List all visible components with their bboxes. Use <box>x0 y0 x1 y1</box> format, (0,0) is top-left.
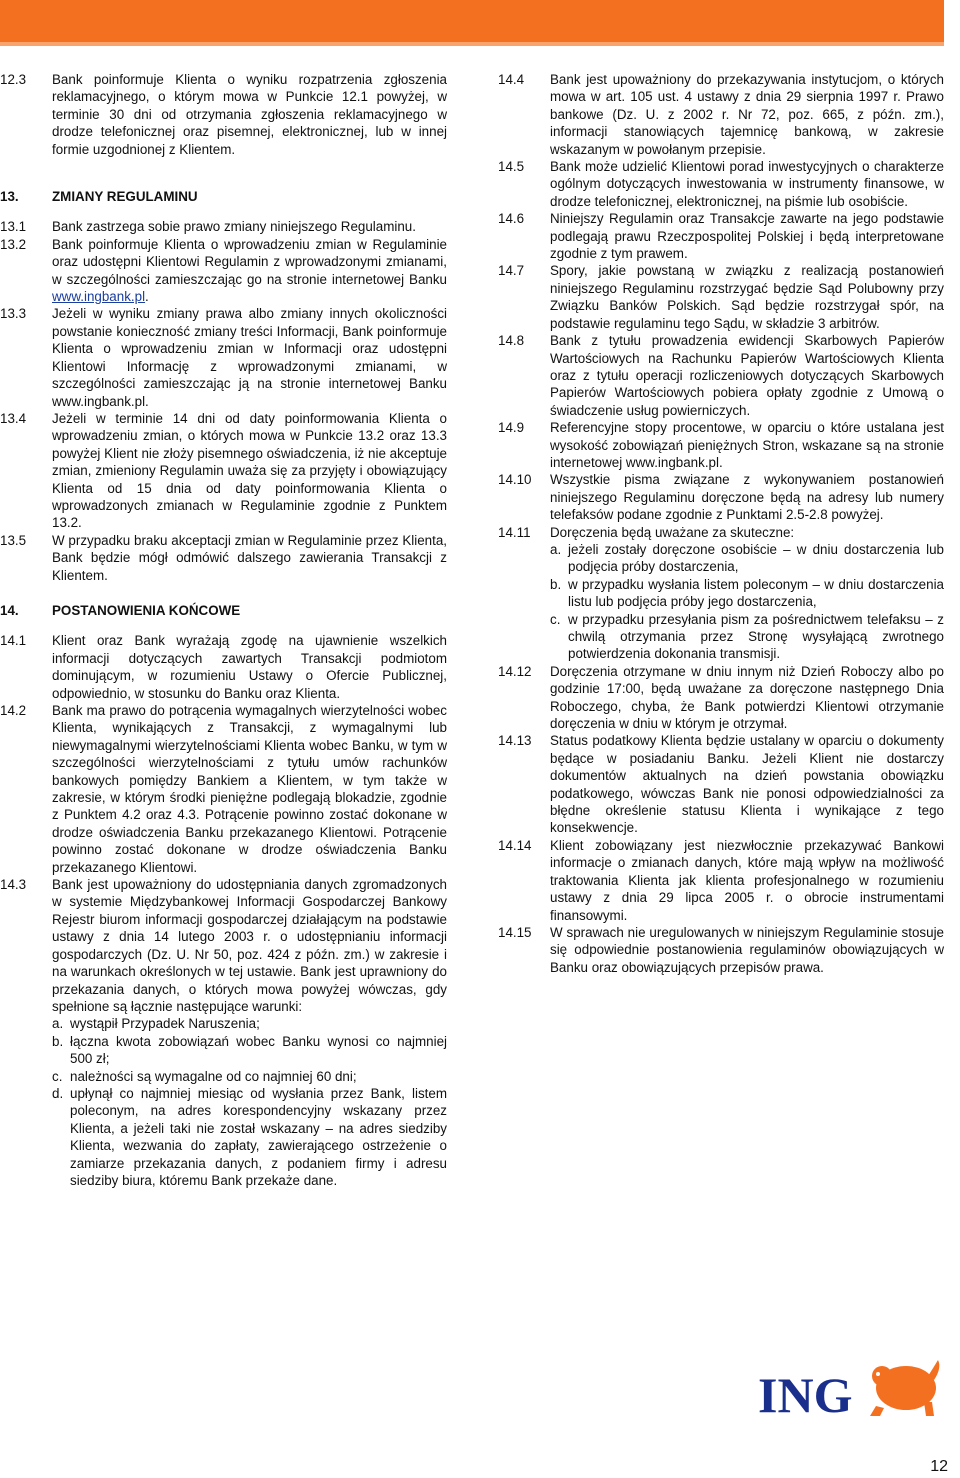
clause-text: Doręczenia otrzymane w dniu innym niż Dzień Roboczy albo po godzinie 17:00, będą uważane za doręczone następnego Dnia Roboczego, chyba, że Bank potwierdzi Klientowi otrzymanie doręczenia w dniu w którym je otrzymał. <box>550 663 944 732</box>
sub-letter: b. <box>52 1033 64 1049</box>
clause-text: Klient zobowiązany jest niezwłocznie przekazywać Bankowi informacje o zmianach danych, które mają wpływ na możliwość traktowania Klienta jak klienta profesjonalnego w rozumieniu ustawy z dnia 29 lipca 2005 r. o obrocie instrumentami finansowymi. <box>550 837 944 923</box>
clause-text: Bank jest upoważniony do przekazywania instytucjom, o których mowa w art. 105 ust. 4 ustawy z dnia 29 sierpnia 1997 r. Prawo bankowe (Dz. U. z 2002 r. Nr 72, poz. 665, z późn. zm.), informacji stanowiących tajemnicę bankową, w zakresie wskazanym w powołanym przepisie. <box>550 72 944 157</box>
sub-item <box>52 1085 447 1189</box>
clause-number: 13.5 <box>0 532 27 548</box>
clause-number: 12.3 <box>0 72 27 87</box>
sub-letter: a. <box>550 541 562 557</box>
clause-text: Referencyjne stopy procentowe, w oparciu o które ustalana jest wysokość zobowiązań pieniężnych Stron, wskazane są na stronie internetowej www.ingbank.pl. <box>550 420 944 470</box>
clause-text: Jeżeli w wyniku zmiany prawa albo zmiany innych okoliczności powstanie konieczność zmiany treści Informacji, Bank poinformuje Klienta o wprowadzeniu zmian w Informacji oraz udostępni Klientowi Informację z wprowadzonymi zmianami, w szczególności zamieszczając ją na stronie internetowej Banku www.ingbank.pl. <box>52 306 447 409</box>
sub-text: w przypadku przesyłania pism za pośrednictwem telefaksu – z chwilą otrzymania przez Stronę wysyłającą zwrotnego potwierdzenia dokonania transmisji. <box>568 611 944 662</box>
clause-12-3 <box>0 71 447 158</box>
clause-text: Spory, jakie powstaną w związku z realizacją postanowień niniejszego Regulaminu rozstrzygać będzie Sąd Polubowny przy Związku Banków Polskich. Sąd będzie rozstrzygał spór, na podstawie regulaminu tego Sądu, w składzie 3 arbitrów. <box>550 263 944 331</box>
bank-website-link[interactable]: www.ingbank.pl <box>52 289 146 305</box>
clause-number: 14.9 <box>498 420 525 436</box>
clause-14-6 <box>498 210 944 262</box>
clause-number: 14.1 <box>0 633 27 649</box>
clause-text: Bank może udzielić Klientowi porad inwestycyjnych o charakterze ogólnym dotyczących inwestowania w instrumenty finansowe, w drodze telefonicznej, elektronicznej, na piśmie lub osobiście. <box>550 159 944 209</box>
clause-text: Wszystkie pisma związane z wykonywaniem postanowień niniejszego Regulaminu doręczone będą na adresy lub numery telefaksów podane zgodnie z Punktami 2.5-2.8 powyżej. <box>550 472 944 523</box>
clause-number: 13.2 <box>0 236 27 252</box>
clause-14-1 <box>0 632 447 702</box>
clause-14-8 <box>498 332 944 419</box>
clause-number: 14.2 <box>0 703 27 718</box>
sub-item <box>550 541 944 576</box>
logo-text: ING <box>758 1367 853 1418</box>
header-bar <box>0 0 944 42</box>
section-number: 13. <box>0 189 19 205</box>
clause-number: 14.14 <box>498 837 532 853</box>
clause-body: Bank poinformuje Klienta o wprowadzeniu zmian w Regulaminie oraz udostępni Klientowi Regulamin z wprowadzonymi zmianami, w szczególności zamieszczając go na stronie internetowej Banku <box>52 236 447 287</box>
clause-14-5 <box>498 158 944 210</box>
clause-text: W sprawach nie uregulowanych w niniejszym Regulaminie stosuje się odpowiednie postanowienia regulaminów obowiązujących w Banku oraz obowiązujących przepisów prawa. <box>550 924 944 975</box>
clause-number: 14.12 <box>498 663 532 679</box>
clause-text: Status podatkowy Klienta będzie ustalany w oparciu o dokumenty będące w posiadaniu Banku. Jeżeli Klient nie dostarczy dokumentów aktualnych na dzień powstania obowiązku podatkowego, wówczas Bank nie ponosi odpowiedzialności za błędne określenie statusu Klienta i wynikające z tego konsekwencje. <box>550 733 944 836</box>
clause-14-4 <box>498 71 944 158</box>
lion-eye-icon <box>876 1372 880 1376</box>
clause-tail: . <box>145 289 149 305</box>
clause-text: Niniejszy Regulamin oraz Transakcje zawarte na jego podstawie podlegają prawu Rzeczpospolitej Polskiej i będą interpretowane zgodnie z tym prawem. <box>550 211 944 262</box>
sub-letter: b. <box>550 576 562 592</box>
section-title: ZMIANY REGULAMINU <box>52 189 198 205</box>
section-13-heading <box>0 188 447 205</box>
clause-14-3 <box>0 876 447 1189</box>
clause-text: Bank poinformuje Klienta o wyniku rozpatrzenia zgłoszenia reklamacyjnego, o którym mowa w Punkcie 12.1 powyżej, w terminie 30 dni od otrzymania zgłoszenia reklamacyjnego w drodze telefonicznej oraz pisemnej, elektronicznej, lub w innej formie uzgodnionej z Klientem. <box>52 72 447 157</box>
clause-14-7 <box>498 262 944 332</box>
clause-number: 14.10 <box>498 472 532 488</box>
sub-text: łączna kwota zobowiązań wobec Banku wynosi co najmniej 500 zł; <box>70 1033 447 1067</box>
clause-14-11 <box>498 524 944 663</box>
section-number: 14. <box>0 602 19 618</box>
clause-text: W przypadku braku akceptacji zmian w Regulaminie przez Klienta, Bank będzie mógł odmówić dalszego zawierania Transakcji z Klientem. <box>52 532 447 583</box>
clause-14-15 <box>498 924 944 976</box>
sub-item <box>52 1015 447 1032</box>
clause-number: 14.5 <box>498 159 525 175</box>
clause-number: 14.7 <box>498 263 525 279</box>
clause-number: 13.4 <box>0 410 27 426</box>
sub-item <box>550 611 944 663</box>
clause-13-3 <box>0 305 447 409</box>
lion-icon <box>870 1360 939 1416</box>
section-14-heading <box>0 602 447 619</box>
clause-number: 13.3 <box>0 306 27 322</box>
sub-item <box>52 1068 447 1085</box>
sub-text: upłynął co najmniej miesiąc od wysłania przez Bank, listem poleconym, na adres korespondencyjny wskazany przez Klienta, a jeżeli taki nie został wskazany – na adres siedziby Klienta, wezwania do zapłaty, zawierającego ostrzeżenie o zamiarze przekazania danych, z podaniem firmy i adresu siedziby biura, któremu Bank przekaże dane. <box>70 1085 447 1188</box>
clause-14-13 <box>498 732 944 836</box>
clause-text: Bank jest upoważniony do udostępniania danych zgromadzonych w systemie Międzybankowej Informacji Gospodarczej Bankowy Rejestr biurom informacji gospodarczej działającym na podstawie ustawy z dnia 14 lutego 2003 r. o udostępnianiu informacji gospodarczych (Dz. U. Nr 50, poz. 424 z późn. zm.) w zakresie i na warunkach określonych w tej ustawie. Bank jest uprawniony do przekazania danych, o których mowa powyżej wówczas, gdy spełnione są łącznie następujące warunki: <box>52 877 447 1014</box>
clause-number: 14.11 <box>498 524 531 540</box>
clause-14-12 <box>498 663 944 733</box>
sub-item <box>550 576 944 611</box>
clause-number: 14.15 <box>498 924 532 940</box>
clause-body-block <box>550 524 944 663</box>
clause-number: 14.13 <box>498 733 532 749</box>
clause-text: Bank ma prawo do potrącenia wymagalnych wierzytelności wobec Klienta, wynikających z Transakcji, z wymagalnymi lub niewymagalnymi wierzytelnościami Klienta wobec Banku, w tym w szczególności wierzytelnościami z tytułu umów rachunków bankowych pomiędzy Bankiem a Klientem, w tym także w zakresie, w którym środki pieniężne podlegają blokadzie, zgodnie z Punktem 4.2 oraz 4.3. Potrącenie powinno zostać dokonane w drodze oświadczenia Banku przekazanego Klientowi. Potrącenie powinno zostać dokonane w drodze oświadczenia Banku przekazanego Klientowi. <box>52 703 447 875</box>
clause-14-9 <box>498 419 944 471</box>
clause-number: 14.6 <box>498 211 525 227</box>
clause-13-4 <box>0 410 447 532</box>
sub-text: należności są wymagalne od co najmniej 60 dni; <box>70 1068 357 1084</box>
sub-text: wystąpił Przypadek Naruszenia; <box>70 1016 260 1032</box>
page-number: 12 <box>930 1458 948 1475</box>
clause-14-2 <box>0 702 447 876</box>
clause-14-10 <box>498 471 944 523</box>
left-column <box>0 71 447 1189</box>
clause-13-5 <box>0 532 447 584</box>
sub-text: w przypadku wysłania listem poleconym – w dniu dostarczenia listu lub podjęcia próby jego dostarczenia, <box>568 576 944 610</box>
sub-letter: d. <box>52 1085 64 1101</box>
clause-number: 14.4 <box>498 72 525 87</box>
clause-text <box>52 236 447 306</box>
ing-logo <box>756 1358 942 1418</box>
clause-text: Klient oraz Bank wyrażają zgodę na ujawnienie wszelkich informacji dotyczących zawartych Transakcji podmiotom dominującym, w rozumieniu Ustawy o Ofercie Publicznej, odpowiednio, w stosunku do Banku oraz Klienta. <box>52 633 447 701</box>
sub-letter: a. <box>52 1016 64 1032</box>
sub-letter: c. <box>550 611 561 627</box>
sub-text: jeżeli zostały doręczone osobiście – w dniu dostarczenia lub podjęcia próby dostarczenia, <box>568 541 944 575</box>
clause-text: Jeżeli w terminie 14 dni od daty poinformowania Klienta o wprowadzeniu zmian, o których mowa w Punkcie 13.2 oraz 13.3 powyżej Klient nie złoży pisemnego oświadczenia, iż nie akceptuje zmian, zmieniony Regulamin uważa się za przyjęty i obowiązujący Klienta od 15 dnia od daty poinformowania Klienta o wprowadzonych zmianach w Regulaminie zgodnie z Punktem 13.2. <box>52 410 447 531</box>
clause-14-14 <box>498 837 944 924</box>
clause-number: 14.8 <box>498 333 525 349</box>
clause-body-block <box>52 876 447 1189</box>
clause-number: 14.3 <box>0 877 27 893</box>
clause-13-2 <box>0 236 447 306</box>
clause-text: Bank zastrzega sobie prawo zmiany niniejszego Regulaminu. <box>52 219 416 235</box>
clause-13-1 <box>0 218 447 235</box>
sub-letter: c. <box>52 1068 63 1084</box>
clause-text: Bank z tytułu prowadzenia ewidencji Skarbowych Papierów Wartościowych na Rachunku Papierów Wartościowych Klienta oraz z tytułu operacji rozliczeniowych dotyczących Skarbowych Papierów Wartościowych pobiera opłaty zgodnie z Umową o świadczenie usług powierniczych. <box>550 333 944 418</box>
clause-number: 13.1 <box>0 219 27 235</box>
sub-item <box>52 1033 447 1068</box>
right-column <box>498 71 944 976</box>
clause-text: Doręczenia będą uważane za skuteczne: <box>550 524 795 540</box>
header-strip <box>0 42 944 46</box>
section-title: POSTANOWIENIA KOŃCOWE <box>52 602 241 618</box>
